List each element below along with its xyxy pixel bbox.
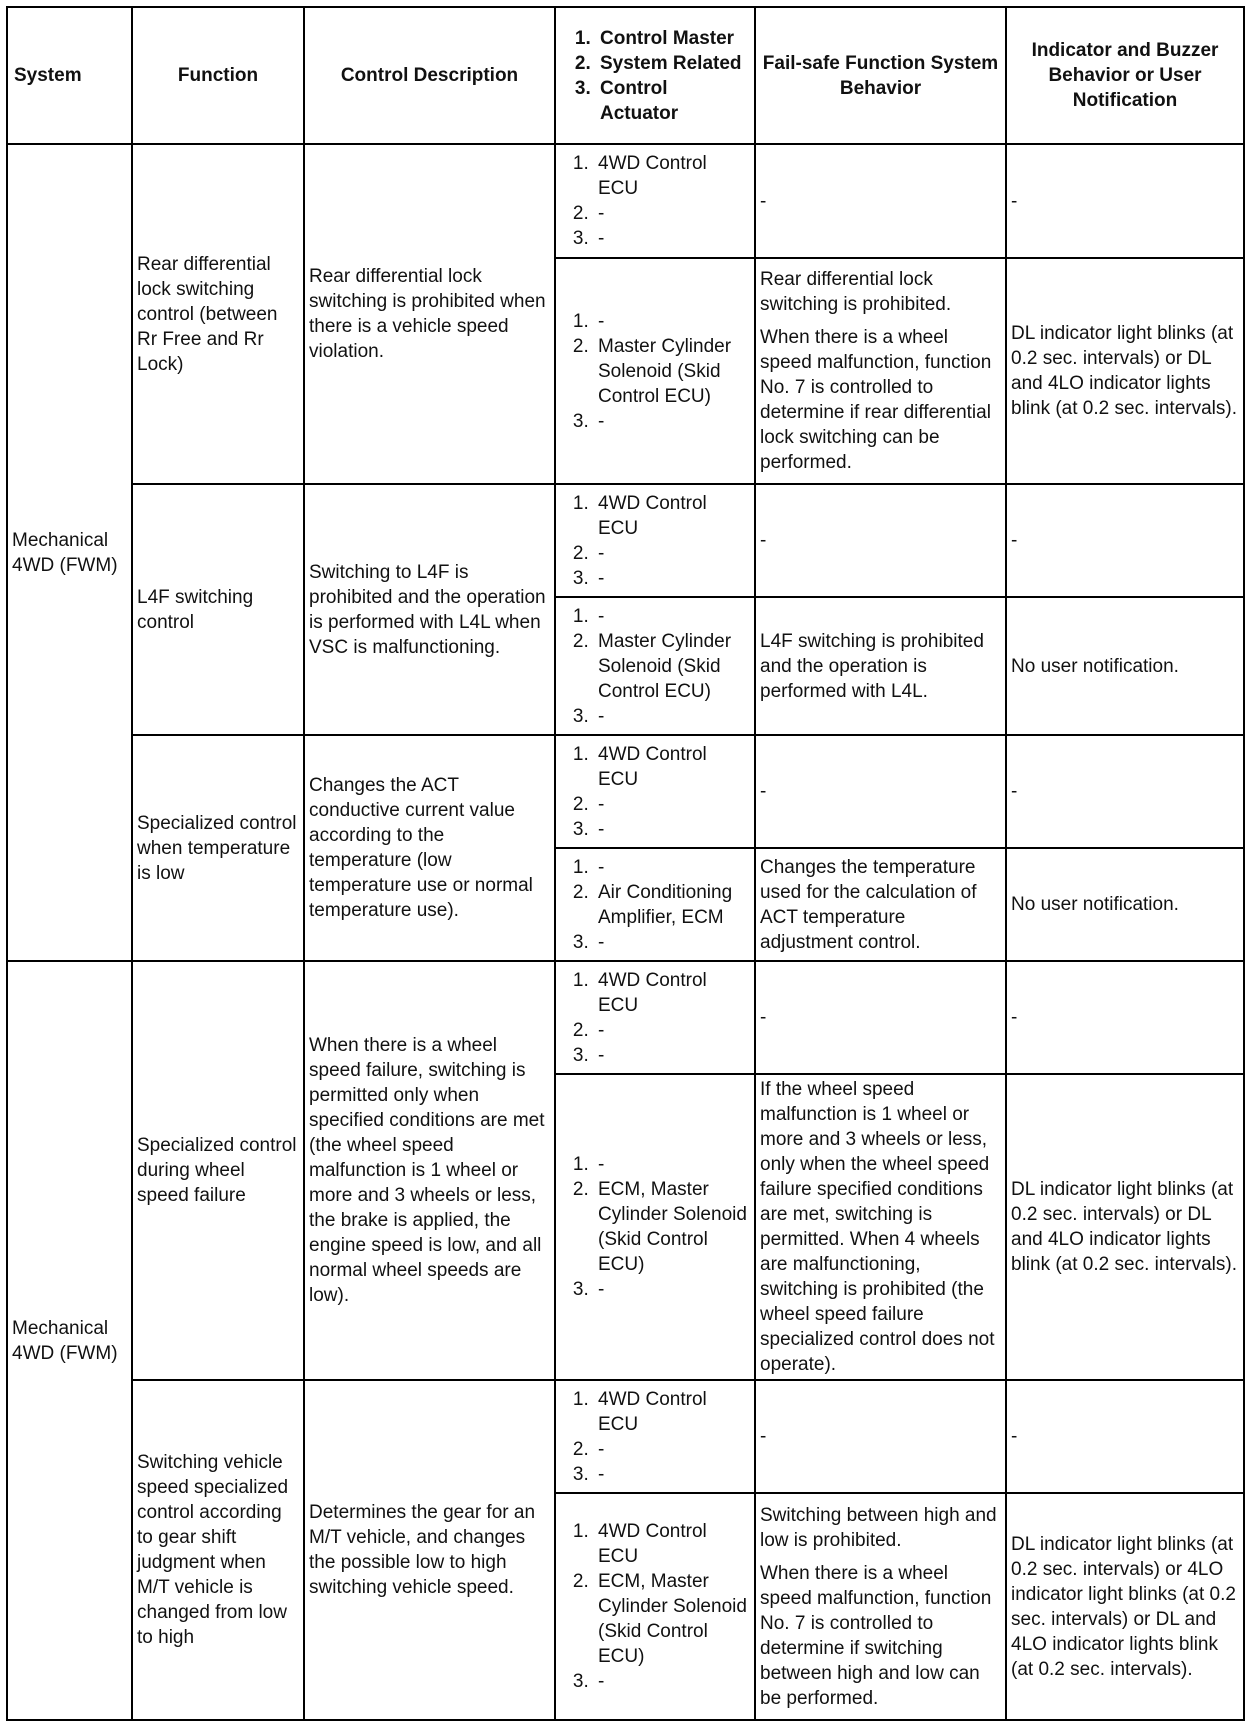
system-related: 2. - (594, 541, 750, 566)
control-master: 1. 4WD Control ECU (594, 1519, 750, 1569)
control-master: 1. 4WD Control ECU (594, 742, 750, 792)
failsafe-cell: L4F switching is prohibited and the operation is performed with L4L. (755, 597, 1006, 735)
control-actuator: 3. - (594, 226, 750, 251)
control-items-list (560, 491, 750, 591)
control-actuator: 3. - (594, 1043, 750, 1068)
function-cell: Specialized control when temperature is low (132, 735, 304, 961)
control-actuator: 3. - (594, 1669, 750, 1694)
control-items-cell (555, 961, 755, 1074)
indicator-cell: No user notification. (1006, 848, 1244, 961)
failsafe-text: Switching between high and low is prohibited. (760, 1504, 997, 1551)
failsafe-cell: - (755, 484, 1006, 597)
control-master: 1. 4WD Control ECU (594, 151, 750, 201)
header-system: System (7, 7, 132, 144)
indicator-cell: DL indicator light blinks (at 0.2 sec. intervals) or 4LO indicator light blinks (at 0.2 sec. intervals) or DL and 4LO indicator lights blink (at 0.2 sec. intervals). (1006, 1493, 1244, 1720)
control-items-cell (555, 1493, 755, 1720)
table-row (7, 144, 1244, 258)
control-items-cell (555, 597, 755, 735)
table-row (7, 961, 1244, 1074)
control-master: 1. 4WD Control ECU (594, 1387, 750, 1437)
system-related: 2. ECM, Master Cylinder Solenoid (Skid Control ECU) (594, 1569, 750, 1669)
header-row (7, 7, 1244, 144)
indicator-cell: DL indicator light blinks (at 0.2 sec. intervals) or DL and 4LO indicator lights blink (at 0.2 sec. intervals). (1006, 1074, 1244, 1380)
description-cell: Changes the ACT conductive current value according to the temperature (low temperature use or normal temperature use). (304, 735, 555, 961)
control-items-list (560, 742, 750, 842)
control-actuator: 3. - (594, 1277, 750, 1302)
control-actuator: 3. - (594, 409, 750, 434)
system-cell: Mechanical 4WD (FWM) (7, 144, 132, 961)
control-actuator: 3. - (594, 704, 750, 729)
function-cell: Rear differential lock switching control (between Rr Free and Rr Lock) (132, 144, 304, 484)
table-row (7, 1380, 1244, 1493)
system-related: 2. Air Conditioning Amplifier, ECM (594, 880, 750, 930)
control-items-list (560, 1152, 750, 1302)
description-cell: Determines the gear for an M/T vehicle, and changes the possible low to high switching vehicle speed. (304, 1380, 555, 1720)
control-items-cell (555, 144, 755, 258)
control-items-list (560, 309, 750, 434)
table-row (7, 484, 1244, 597)
spec-table (6, 6, 1245, 1721)
failsafe-cell: - (755, 144, 1006, 258)
indicator-cell: - (1006, 961, 1244, 1074)
failsafe-text: When there is a wheel speed malfunction, function No. 7 is controlled to determine if rear differential lock switching can be performed. (760, 327, 992, 473)
description-cell: Rear differential lock switching is prohibited when there is a vehicle speed violation. (304, 144, 555, 484)
control-master: 1. - (594, 855, 750, 880)
control-items-list (560, 968, 750, 1068)
control-master: 1. - (594, 1152, 750, 1177)
control-actuator: 3. - (594, 566, 750, 591)
function-cell: Switching vehicle speed specialized control according to gear shift judgment when M/T vehicle is changed from low to high (132, 1380, 304, 1720)
function-cell: Specialized control during wheel speed failure (132, 961, 304, 1380)
failsafe-cell: - (755, 1380, 1006, 1493)
header-control-actuator: 3. Control Actuator (596, 76, 748, 126)
control-items-cell (555, 484, 755, 597)
header-control-items-list (562, 26, 748, 126)
indicator-cell: - (1006, 735, 1244, 848)
control-items-cell (555, 735, 755, 848)
indicator-cell: - (1006, 484, 1244, 597)
header-control-items (555, 7, 755, 144)
control-items-cell (555, 1074, 755, 1380)
system-related: 2. - (594, 1437, 750, 1462)
table-row (7, 735, 1244, 848)
header-failsafe: Fail-safe Function System Behavior (755, 7, 1006, 144)
control-items-list (560, 151, 750, 251)
control-master: 1. - (594, 604, 750, 629)
system-related: 2. - (594, 201, 750, 226)
control-items-list (560, 604, 750, 729)
control-master: 1. - (594, 309, 750, 334)
header-indicator: Indicator and Buzzer Behavior or User Notification (1006, 7, 1244, 144)
failsafe-cell: If the wheel speed malfunction is 1 wheel or more and 3 wheels or less, only when the wheel speed failure specified conditions are met, switching is permitted. When 4 wheels are malfunctioning, switching is prohibited (the wheel speed failure specialized control does not operate). (755, 1074, 1006, 1380)
failsafe-cell: Changes the temperature used for the calculation of ACT temperature adjustment control. (755, 848, 1006, 961)
failsafe-cell (755, 258, 1006, 484)
failsafe-cell: - (755, 961, 1006, 1074)
indicator-cell: - (1006, 144, 1244, 258)
control-actuator: 3. - (594, 817, 750, 842)
control-items-list (560, 855, 750, 955)
control-items-cell (555, 848, 755, 961)
control-master: 1. 4WD Control ECU (594, 491, 750, 541)
control-items-list (560, 1387, 750, 1487)
failsafe-cell (755, 1493, 1006, 1720)
system-related: 2. Master Cylinder Solenoid (Skid Control ECU) (594, 629, 750, 704)
indicator-cell: DL indicator light blinks (at 0.2 sec. intervals) or DL and 4LO indicator lights blink (at 0.2 sec. intervals). (1006, 258, 1244, 484)
header-control-description: Control Description (304, 7, 555, 144)
header-system-related: 2. System Related (596, 51, 748, 76)
control-actuator: 3. - (594, 930, 750, 955)
control-items-cell (555, 1380, 755, 1493)
system-related: 2. - (594, 792, 750, 817)
system-related: 2. - (594, 1018, 750, 1043)
control-master: 1. 4WD Control ECU (594, 968, 750, 1018)
control-actuator: 3. - (594, 1462, 750, 1487)
failsafe-text: Rear differential lock switching is prohibited. (760, 269, 952, 315)
system-cell: Mechanical 4WD (FWM) (7, 961, 132, 1720)
indicator-cell: - (1006, 1380, 1244, 1493)
system-related: 2. ECM, Master Cylinder Solenoid (Skid Control ECU) (594, 1177, 750, 1277)
description-cell: Switching to L4F is prohibited and the operation is performed with L4L when VSC is malfunctioning. (304, 484, 555, 735)
description-cell: When there is a wheel speed failure, switching is permitted only when specified conditions are met (the wheel speed malfunction is 1 wheel or more and 3 wheels or less, the brake is applied, the engine speed is low, and all normal wheel speeds are low). (304, 961, 555, 1380)
system-related: 2. Master Cylinder Solenoid (Skid Control ECU) (594, 334, 750, 409)
failsafe-text: When there is a wheel speed malfunction, function No. 7 is controlled to determine if switching between high and low can be performed. (760, 1562, 992, 1709)
indicator-cell: No user notification. (1006, 597, 1244, 735)
control-items-list (560, 1519, 750, 1694)
header-function: Function (132, 7, 304, 144)
header-control-master: 1. Control Master (596, 26, 748, 51)
control-items-cell (555, 258, 755, 484)
failsafe-cell: - (755, 735, 1006, 848)
function-cell: L4F switching control (132, 484, 304, 735)
